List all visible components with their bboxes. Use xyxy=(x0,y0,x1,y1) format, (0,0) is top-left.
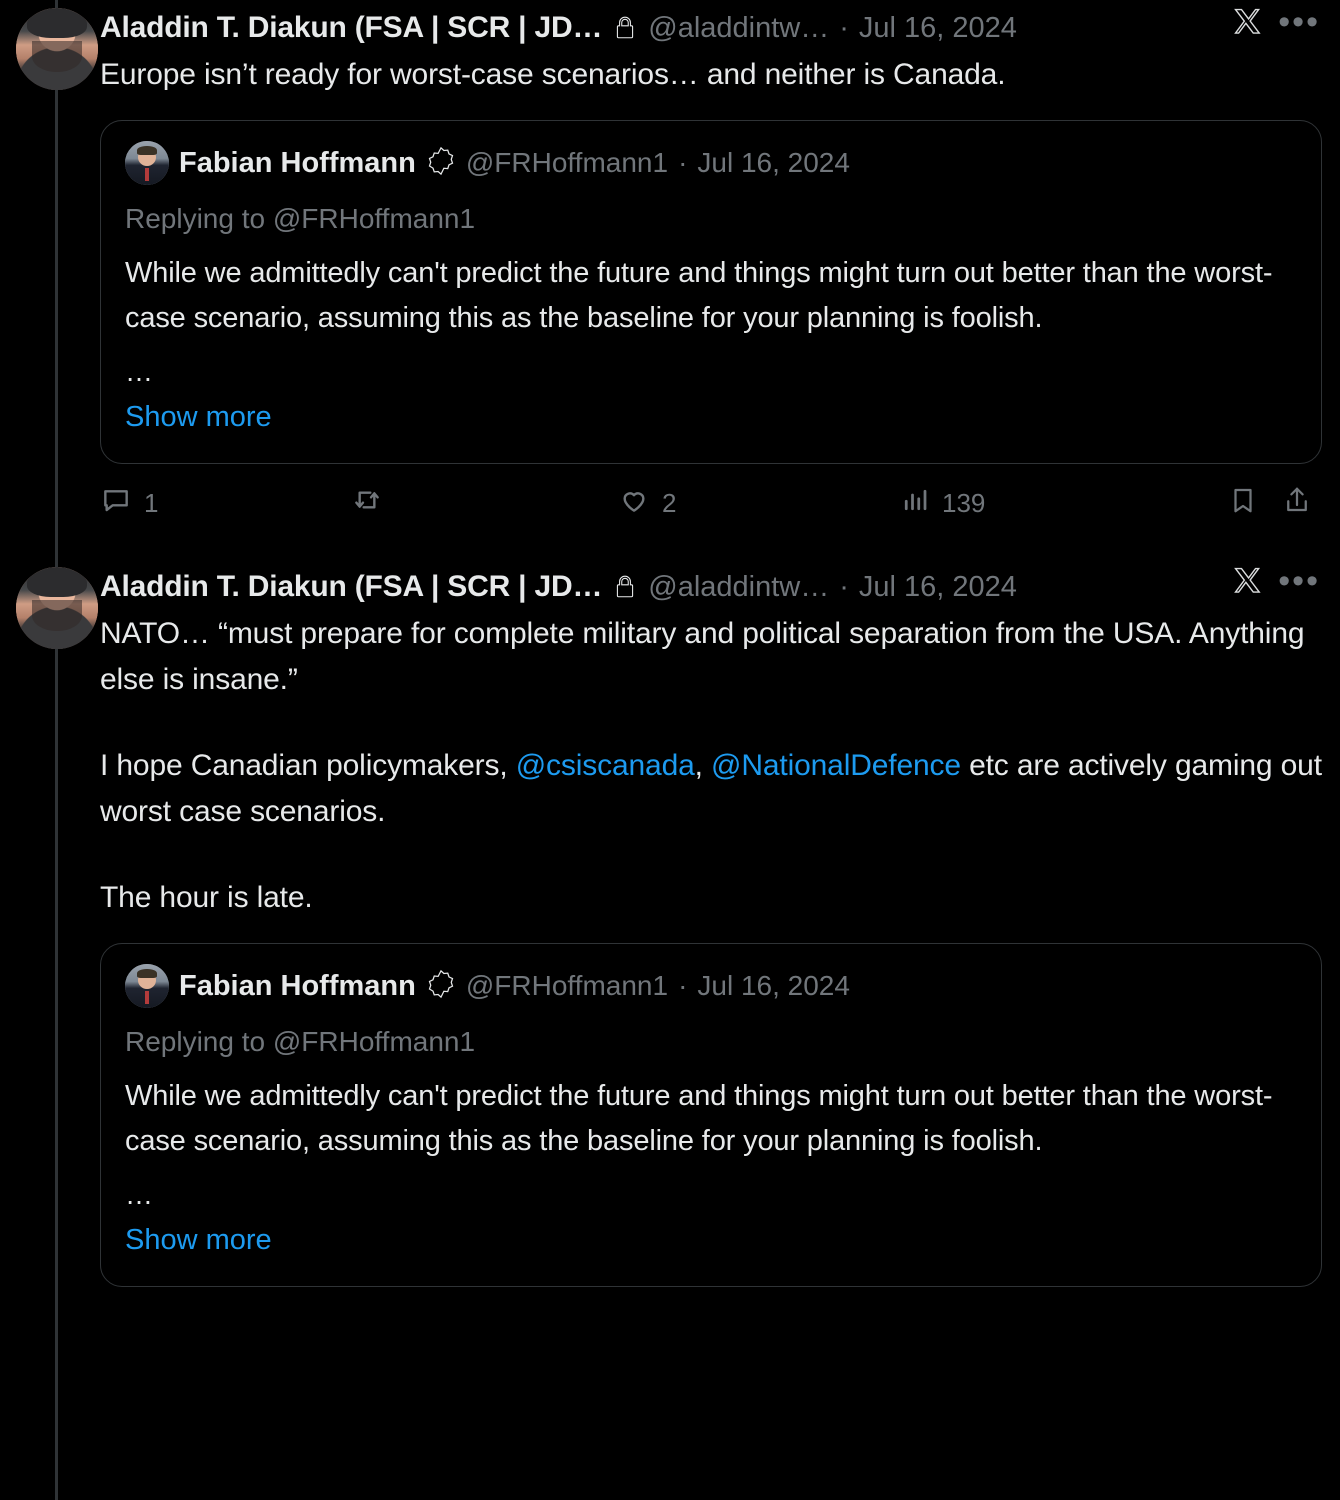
show-more-link[interactable]: Show more xyxy=(125,401,272,433)
quoted-date: Jul 16, 2024 xyxy=(697,970,850,1001)
tweet-text-paragraph-2 xyxy=(100,743,1331,835)
quoted-author-name[interactable]: Fabian Hoffmann xyxy=(179,146,416,179)
more-options-button[interactable]: ••• xyxy=(1278,3,1320,41)
verified-badge-icon xyxy=(426,969,456,1004)
quoted-author-handle: @FRHoffmann1 xyxy=(465,147,669,178)
views-button[interactable] xyxy=(900,485,1182,522)
tweet-text: Europe isn’t ready for worst-case scenarios… and neither is Canada. xyxy=(100,58,1006,91)
tweet-date[interactable]: Jul 16, 2024 xyxy=(858,12,1017,44)
avatar-column xyxy=(16,0,100,523)
tweet-header xyxy=(100,562,1322,609)
reply-button[interactable] xyxy=(100,484,350,523)
x-logo-icon xyxy=(1232,565,1266,609)
reply-count: 1 xyxy=(144,488,159,518)
like-count: 2 xyxy=(662,488,677,518)
tweet-text-paragraph-1: NATO… “must prepare for complete military and political separation from the USA. Anything else is insane.” xyxy=(100,617,1313,696)
like-icon xyxy=(618,484,650,523)
truncation-ellipsis: … xyxy=(125,356,153,387)
quoted-date: Jul 16, 2024 xyxy=(697,147,850,178)
share-button[interactable] xyxy=(1258,484,1312,523)
paragraph2-prefix: I hope Canadian policymakers, xyxy=(100,749,516,782)
avatar[interactable] xyxy=(16,567,98,649)
like-button[interactable] xyxy=(618,484,900,523)
tweet-item[interactable] xyxy=(0,559,1340,1287)
quoted-tweet-card[interactable] xyxy=(100,120,1322,464)
reply-icon xyxy=(100,484,132,523)
quoted-tweet-text: While we admittedly can't predict the future and things might turn out better than the worst-case scenario, assuming this as the baseline for your planning is foolish. xyxy=(125,257,1273,334)
quoted-author-handle: @FRHoffmann1 xyxy=(465,970,669,1001)
quoted-tweet-header xyxy=(125,141,1299,185)
views-icon xyxy=(900,485,930,522)
tweet-body xyxy=(100,0,1322,523)
more-options-button[interactable]: ••• xyxy=(1278,562,1320,600)
bookmark-button[interactable] xyxy=(1182,484,1258,523)
quoted-separator: · xyxy=(678,147,688,178)
mention-link-csiscanada[interactable]: @csiscanada xyxy=(515,749,695,782)
mention-link-nationaldefence[interactable]: @NationalDefence xyxy=(711,749,961,782)
retweet-button[interactable] xyxy=(350,484,618,523)
lock-icon xyxy=(612,13,638,43)
replying-to-label: Replying to @FRHoffmann1 xyxy=(125,1026,476,1057)
quoted-tweet-card[interactable] xyxy=(100,943,1322,1287)
author-display-name[interactable]: Aladdin T. Diakun (FSA | SCR | JD… xyxy=(100,11,603,44)
paragraph2-suffix: etc are actively gaming out worst case scenarios. xyxy=(100,749,1331,828)
show-more-link[interactable]: Show more xyxy=(125,1224,272,1256)
header-separator: · xyxy=(839,571,849,603)
avatar[interactable] xyxy=(16,8,98,90)
header-separator: · xyxy=(839,12,849,44)
quoted-tweet-text: While we admittedly can't predict the future and things might turn out better than the worst-case scenario, assuming this as the baseline for your planning is foolish. xyxy=(125,1080,1273,1157)
quoted-separator: · xyxy=(678,970,688,1001)
tweet-header xyxy=(100,3,1322,50)
tweet-text-paragraph-3: The hour is late. xyxy=(100,881,313,914)
tweet-date[interactable]: Jul 16, 2024 xyxy=(858,571,1017,603)
quoted-author-name[interactable]: Fabian Hoffmann xyxy=(179,969,416,1002)
tweet-item[interactable] xyxy=(0,0,1340,523)
author-handle[interactable]: @aladdintw… xyxy=(648,12,830,44)
truncation-ellipsis: … xyxy=(125,1179,153,1210)
tweet-body xyxy=(100,559,1331,1287)
author-handle[interactable]: @aladdintw… xyxy=(648,571,830,603)
replying-to-label: Replying to @FRHoffmann1 xyxy=(125,203,476,234)
quoted-author-avatar[interactable] xyxy=(125,141,169,185)
x-logo-icon xyxy=(1232,6,1266,50)
quoted-author-avatar[interactable] xyxy=(125,964,169,1008)
views-count: 139 xyxy=(942,488,986,518)
bookmark-icon xyxy=(1228,484,1258,523)
author-display-name[interactable]: Aladdin T. Diakun (FSA | SCR | JD… xyxy=(100,570,603,603)
lock-icon xyxy=(612,572,638,602)
share-icon xyxy=(1282,484,1312,523)
paragraph2-comma: , xyxy=(694,749,712,782)
verified-badge-icon xyxy=(426,146,456,181)
retweet-icon xyxy=(350,484,384,523)
quoted-tweet-header xyxy=(125,964,1299,1008)
avatar-column xyxy=(16,559,100,1287)
tweet-action-bar xyxy=(100,484,1322,523)
